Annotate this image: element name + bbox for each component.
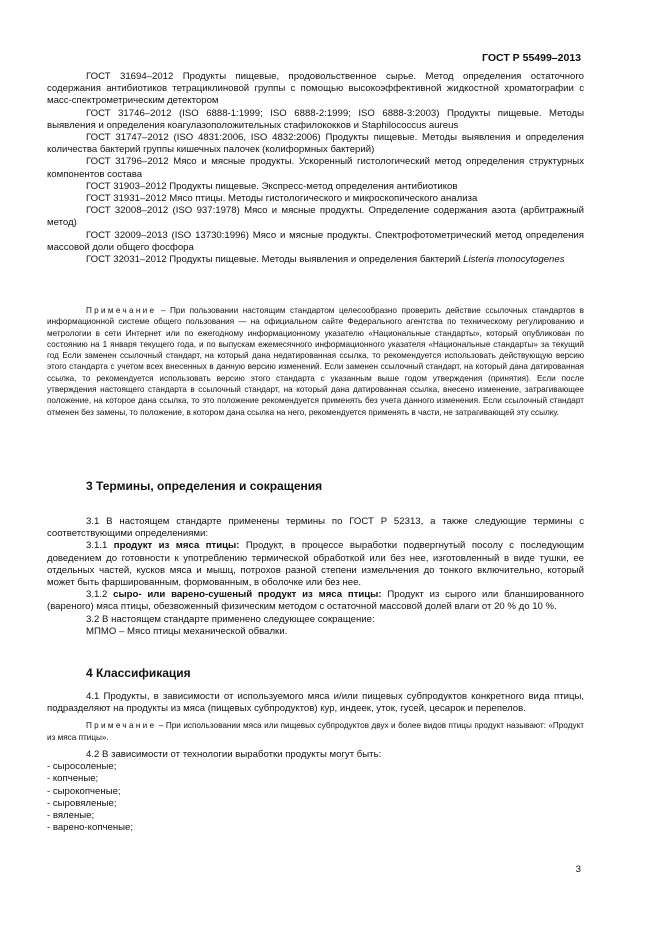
list-item: - сырокопченые;	[47, 785, 121, 797]
list-item: - вяленые;	[47, 810, 95, 822]
reference-item: ГОСТ 31694–2012 Продукты пищевые, продовольственное сырье. Метод определения остаточного содержания антибиотиков тетрациклиновой группы с помощью высокоэффективной жидкостной хроматографии с масс-спектрометрическим детектором	[47, 71, 584, 107]
note-text: – При использовании мяса или пищевых субпродуктов двух и более видов птицы продукт называют: «Продукт из мяса птицы».	[47, 721, 584, 742]
list-item: - варено-копченые;	[47, 822, 134, 834]
list-item: - сыровяленые;	[47, 797, 117, 809]
paragraph: 4.1 Продукты, в зависимости от используемого мяса и/или пищевых субпродуктов конкретного вида птицы, подразделяют на продукты из мяса (пищевых субпродуктов) кур, индеек, уток, гусей, цесарок и перепелов.	[47, 691, 584, 715]
section-4-body	[47, 691, 584, 834]
reference-item: ГОСТ 32008–2012 (ISO 937:1978) Мясо и мясные продукты. Определение содержания азота (арбитражный метод)	[47, 205, 584, 229]
classification-note	[47, 720, 584, 743]
note-text: – При пользовании настоящим стандартом целесообразно проверить действие ссылочных стандартов в информационной системе общего пользования — на официальном сайте Федерального агентства по техническому регулированию и метрологии в сети Интернет или по ежегодному информационному указателю «Национальные стандарты», который опубликован по состоянию на 1 января текущего года, и по выпускам ежемесячного информационного указателя «Национальные стандарты» за текущий год Если заменен ссылочный стандарт, на который дана недатированная ссылка, то рекомендуется использовать действующую версию этого стандарта с учетом всех внесенных в данную версию изменений. Если заменен ссылочный стандарт, на который дана датированная ссылка, то рекомендуется использовать версию этого стандарта с указанным выше годом утверждения (принятия). Если после утверждения настоящего стандарта в ссылочный стандарт, на который дана датированная ссылка, внесено изменение, затрагивающее положение, на которое дана ссылка, то это положение рекомендуется применять без учета данного изменения. Если ссылочный стандарт отменен без замены, то положение, в котором дана ссылка на него, рекомендуется применять в части, не затрагивающей эту ссылку.	[47, 306, 584, 417]
section-3-body	[47, 516, 584, 638]
note-label: Примечание	[86, 721, 157, 731]
section-4-title: 4 Классификация	[86, 666, 191, 680]
reference-item: ГОСТ 31746–2012 (ISO 6888-1:1999; ISO 6888-2:1999; ISO 6888-3:2003) Продукты пищевые. Методы выявления и определения коагулазоположительных стафилококков и Staphilococcus aureus	[47, 107, 584, 131]
reference-item: ГОСТ 31903–2012 Продукты пищевые. Экспресс-метод определения антибиотиков	[86, 180, 458, 192]
product-type-list	[47, 761, 584, 834]
paragraph: 4.2 В зависимости от технологии выработки продукты могут быть:	[86, 749, 382, 760]
term-definition: 3.1.1 продукт из мяса птицы: Продукт, в процессе выработки подвергнутый посолу с последующим доведением до готовности к употреблению термической обработкой или без нее, изготовленный в виде тушки, ее отдельных частей, кусков мяса и мышц, потрохов разной степени измельчения до тонкого включительно, который может быть фаршированным, формованным, в оболочке или без нее.	[47, 540, 584, 589]
reference-item: ГОСТ 31747–2012 (ISO 4831:2006, ISO 4832:2006) Продукты пищевые. Методы выявления и определения количества бактерий группы кишечных палочек (колиформных бактерий)	[47, 132, 584, 156]
references-note	[47, 305, 584, 418]
reference-organism: Listeria monocytogenes	[463, 254, 565, 266]
term-definition: 3.1.2 сыро- или варено-сушеный продукт из мяса птицы: Продукт из сырого или бланшированного (вареного) мяса птицы, обезвоженный физическим методом с остаточной массовой долей влаги от 20 % до 10 %.	[47, 589, 584, 613]
term: продукт из мяса птицы:	[113, 540, 240, 552]
paragraph: 3.2 В настоящем стандарте применено следующее сокращение:	[86, 613, 375, 625]
reference-item: ГОСТ 31931–2012 Мясо птицы. Методы гистологического и микроскопического анализа	[86, 193, 478, 205]
section-3-title: 3 Термины, определения и сокращения	[86, 479, 323, 493]
paragraph: 3.1 В настоящем стандарте применены термины по ГОСТ Р 52313, а также следующие термины с соответствующими определениями:	[47, 516, 584, 540]
reference-text: ГОСТ 32031–2012 Продукты пищевые. Методы выявления и определения бактерий	[86, 254, 464, 266]
normative-references-block	[47, 71, 584, 266]
list-item: - сыросоленые;	[47, 761, 117, 773]
list-item: - копченые;	[47, 773, 99, 785]
document-id-header: ГОСТ Р 55499–2013	[482, 52, 581, 64]
reference-item: ГОСТ 31796–2012 Мясо и мясные продукты. Ускоренный гистологический метод определения структурных компонентов состава	[47, 156, 584, 180]
reference-item	[47, 254, 584, 266]
note-label: Примечание	[86, 306, 157, 315]
paragraph: МПМО – Мясо птицы механической обвалки.	[86, 625, 288, 637]
term: сыро- или варено-сушеный продукт из мяса птицы:	[113, 589, 382, 601]
page-number: 3	[575, 864, 581, 875]
reference-item: ГОСТ 32009–2013 (ISO 13730:1996) Мясо и мясные продукты. Спектрофотометрический метод определения массовой доли общего фосфора	[47, 229, 584, 253]
